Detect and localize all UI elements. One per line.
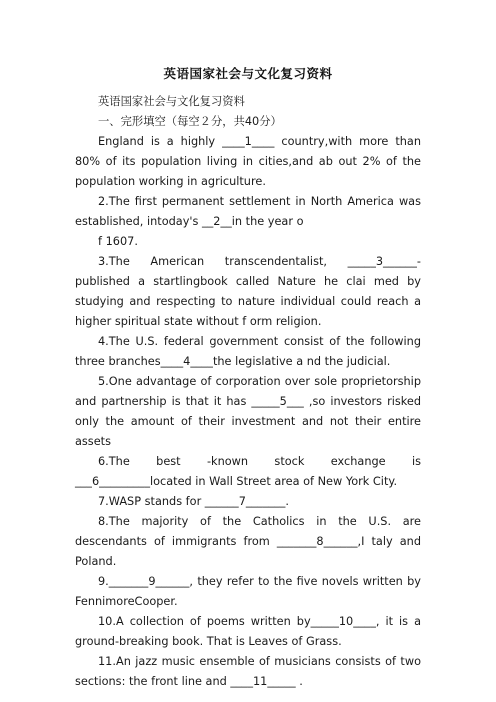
paragraph-question-11: 11.An jazz music ensemble of musicians consists of two sections: the front line and ____11_____ . — [75, 655, 421, 688]
paragraph-question-2-continued: f 1607. — [98, 235, 138, 248]
paragraph-question-10: 10.A collection of poems written by_____10____, it is a ground-breaking book. That is Leaves of Grass. — [75, 615, 421, 648]
paragraph-question-7: 7.WASP stands for ______7_______. — [98, 495, 290, 508]
document-body — [75, 92, 421, 692]
paragraph-question-5: 5.One advantage of corporation over sole proprietorship and partnership is that it has _____5___ ,so investors risked only the amount of their investment and not their entire assets — [75, 375, 421, 448]
paragraph-question-2: 2.The first permanent settlement in North America was established, intoday's __2__in the year o — [75, 195, 421, 228]
paragraph-question-8: 8.The majority of the Catholics in the U.S. are descendants of immigrants from _______8______,I taly and Poland. — [75, 515, 421, 568]
document-title: 英语国家社会与文化复习资料 — [163, 66, 333, 81]
paragraph-question-9: 9._______9______, they refer to the five novels written by FennimoreCooper. — [75, 575, 421, 608]
paragraph-subtitle: 英语国家社会与文化复习资料 — [98, 95, 245, 108]
paragraph-section-heading: 一、完形填空（每空２分，共40分） — [98, 115, 282, 128]
paragraph-question-6: 6.The best -known stock exchange is ___6_________located in Wall Street area of New York City. — [75, 455, 421, 488]
paragraph-question-3: 3.The American transcendentalist, _____3______- published a startlingbook called Nature he clai med by studying and respecting to nature individual could reach a higher spiritual state without f orm religion. — [75, 255, 421, 328]
paragraph-question-4: 4.The U.S. federal government consist of the following three branches____4____the legislative a nd the judicial. — [75, 335, 421, 368]
paragraph-question-1: England is a highly ____1____ country,with more than 80% of its population living in cities,and ab out 2% of the population working in agriculture. — [75, 135, 421, 188]
